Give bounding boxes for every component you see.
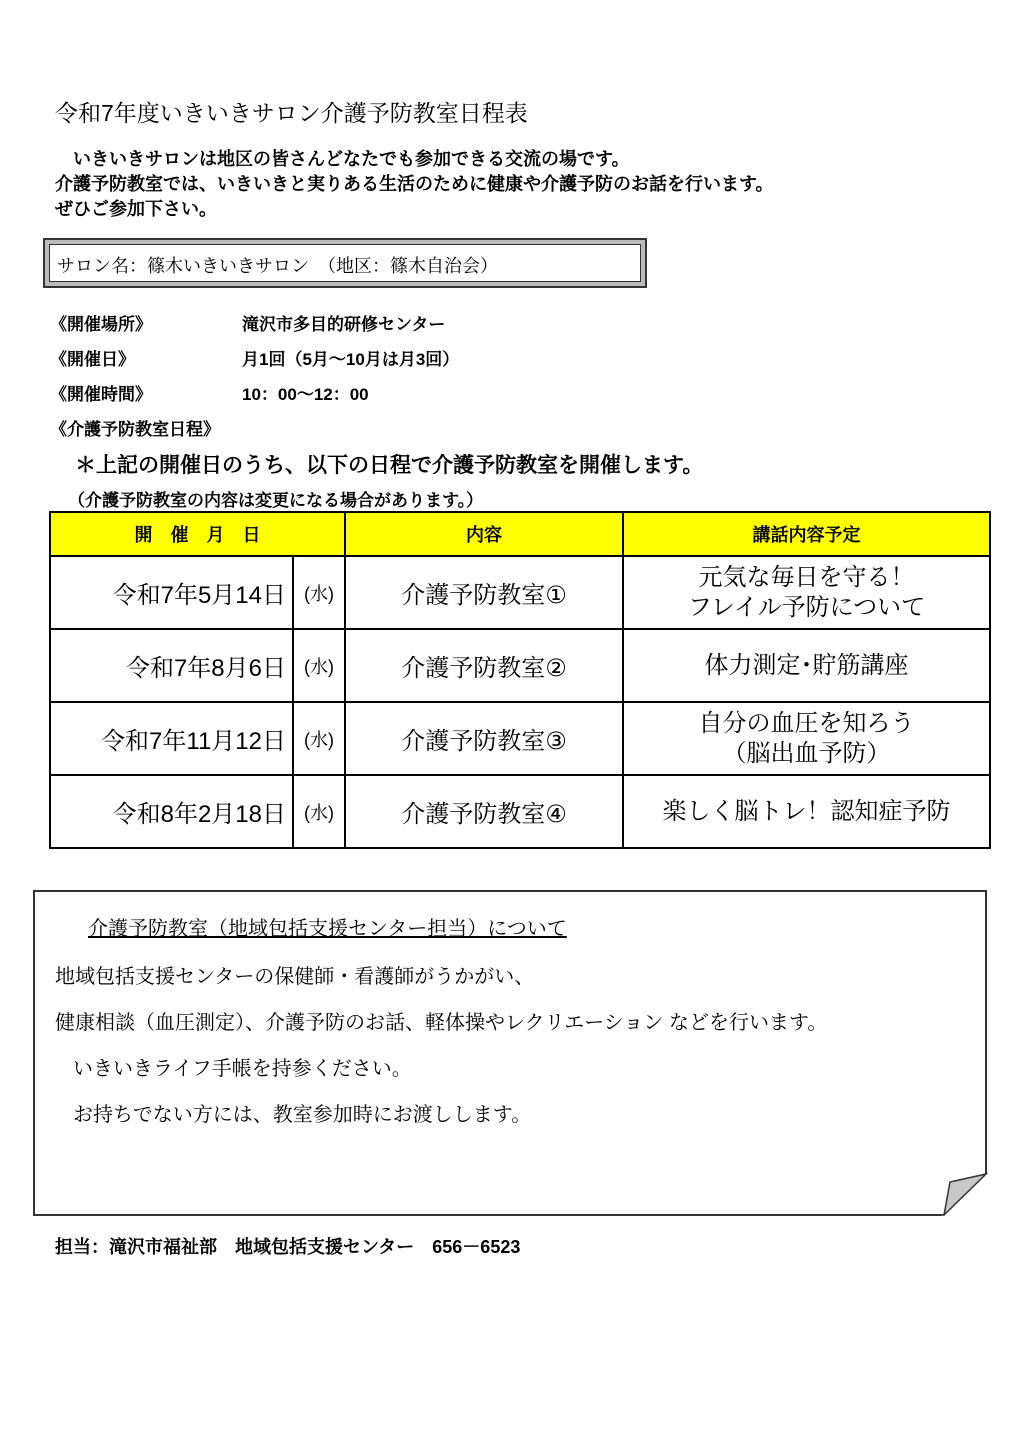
page-title: 令和7年度いきいきサロン介護予防教室日程表	[55, 100, 528, 126]
schedule-subnote: （介護予防教室の内容は変更になる場合があります。）	[68, 491, 484, 510]
note-heading: 介護予防教室（地域包括支援センター担当）について	[88, 918, 567, 940]
table-row	[50, 556, 990, 629]
content-cell: 介護予防教室④	[345, 775, 623, 848]
info-label: 《開催日》	[50, 350, 135, 369]
header-content: 内容	[345, 512, 623, 556]
topic-cell	[623, 629, 990, 702]
intro-line: ぜひご参加下さい。	[55, 199, 217, 219]
table-row	[50, 775, 990, 848]
weekday-cell: (水)	[293, 556, 345, 629]
schedule-note: ＊上記の開催日のうち、以下の日程で介護予防教室を開催します。	[75, 454, 704, 477]
topic-line: 元気な毎日を守る！	[698, 563, 915, 591]
note-line: 健康相談（血圧測定）、介護予防のお話、軽体操やレクリエーション などを行います。	[55, 1012, 828, 1034]
info-label: 《開催時間》	[50, 385, 152, 404]
topic-line: （脳出血予防）	[722, 739, 891, 767]
date-cell: 令和7年5月14日	[50, 556, 293, 629]
folded-corner-icon	[942, 1172, 988, 1216]
content-cell: 介護予防教室③	[345, 702, 623, 775]
table-row	[50, 629, 990, 702]
note-line: いきいきライフ手帳を持参ください。	[73, 1058, 412, 1080]
intro-line: 介護予防教室では、いきいきと実りある生活のために健康や介護予防のお話を行います。	[55, 174, 774, 194]
schedule-label: 《介護予防教室日程》	[50, 420, 220, 439]
date-cell: 令和7年8月6日	[50, 629, 293, 702]
header-topic: 講話内容予定	[623, 512, 990, 556]
table-row	[50, 702, 990, 775]
topic-line: フレイル予防について	[687, 593, 926, 621]
info-value: 10：00～12：00	[242, 385, 369, 404]
topic-line: 楽しく脳トレ！認知症予防	[662, 797, 951, 825]
intro-line: いきいきサロンは地区の皆さんどなたでも参加できる交流の場です。	[55, 149, 630, 169]
note-line: お持ちでない方には、教室参加時にお渡しします。	[73, 1104, 532, 1126]
note-line: 地域包括支援センターの保健師・看護師がうかがい、	[55, 966, 535, 988]
topic-line: 体力測定･貯筋講座	[704, 651, 909, 679]
topic-cell	[623, 702, 990, 775]
topic-cell	[623, 775, 990, 848]
salon-name-box	[43, 238, 647, 288]
header-date: 開 催 月 日	[50, 512, 345, 556]
weekday-cell: (水)	[293, 629, 345, 702]
info-value: 滝沢市多目的研修センター	[242, 315, 446, 334]
date-cell: 令和8年2月18日	[50, 775, 293, 848]
info-label: 《開催場所》	[50, 315, 152, 334]
content-cell: 介護予防教室①	[345, 556, 623, 629]
content-cell: 介護予防教室②	[345, 629, 623, 702]
date-cell: 令和7年11月12日	[50, 702, 293, 775]
weekday-cell: (水)	[293, 702, 345, 775]
footer-contact: 担当：滝沢市福祉部 地域包括支援センター 656－6523	[55, 1237, 521, 1257]
schedule-table	[49, 511, 991, 849]
topic-cell	[623, 556, 990, 629]
table-header-row	[50, 512, 990, 556]
topic-line: 自分の血圧を知ろう	[698, 709, 915, 737]
salon-name: サロン名：篠木いきいきサロン （地区：篠木自治会）	[57, 256, 498, 276]
info-value: 月1回（5月～10月は月3回）	[242, 350, 460, 369]
weekday-cell: (水)	[293, 775, 345, 848]
